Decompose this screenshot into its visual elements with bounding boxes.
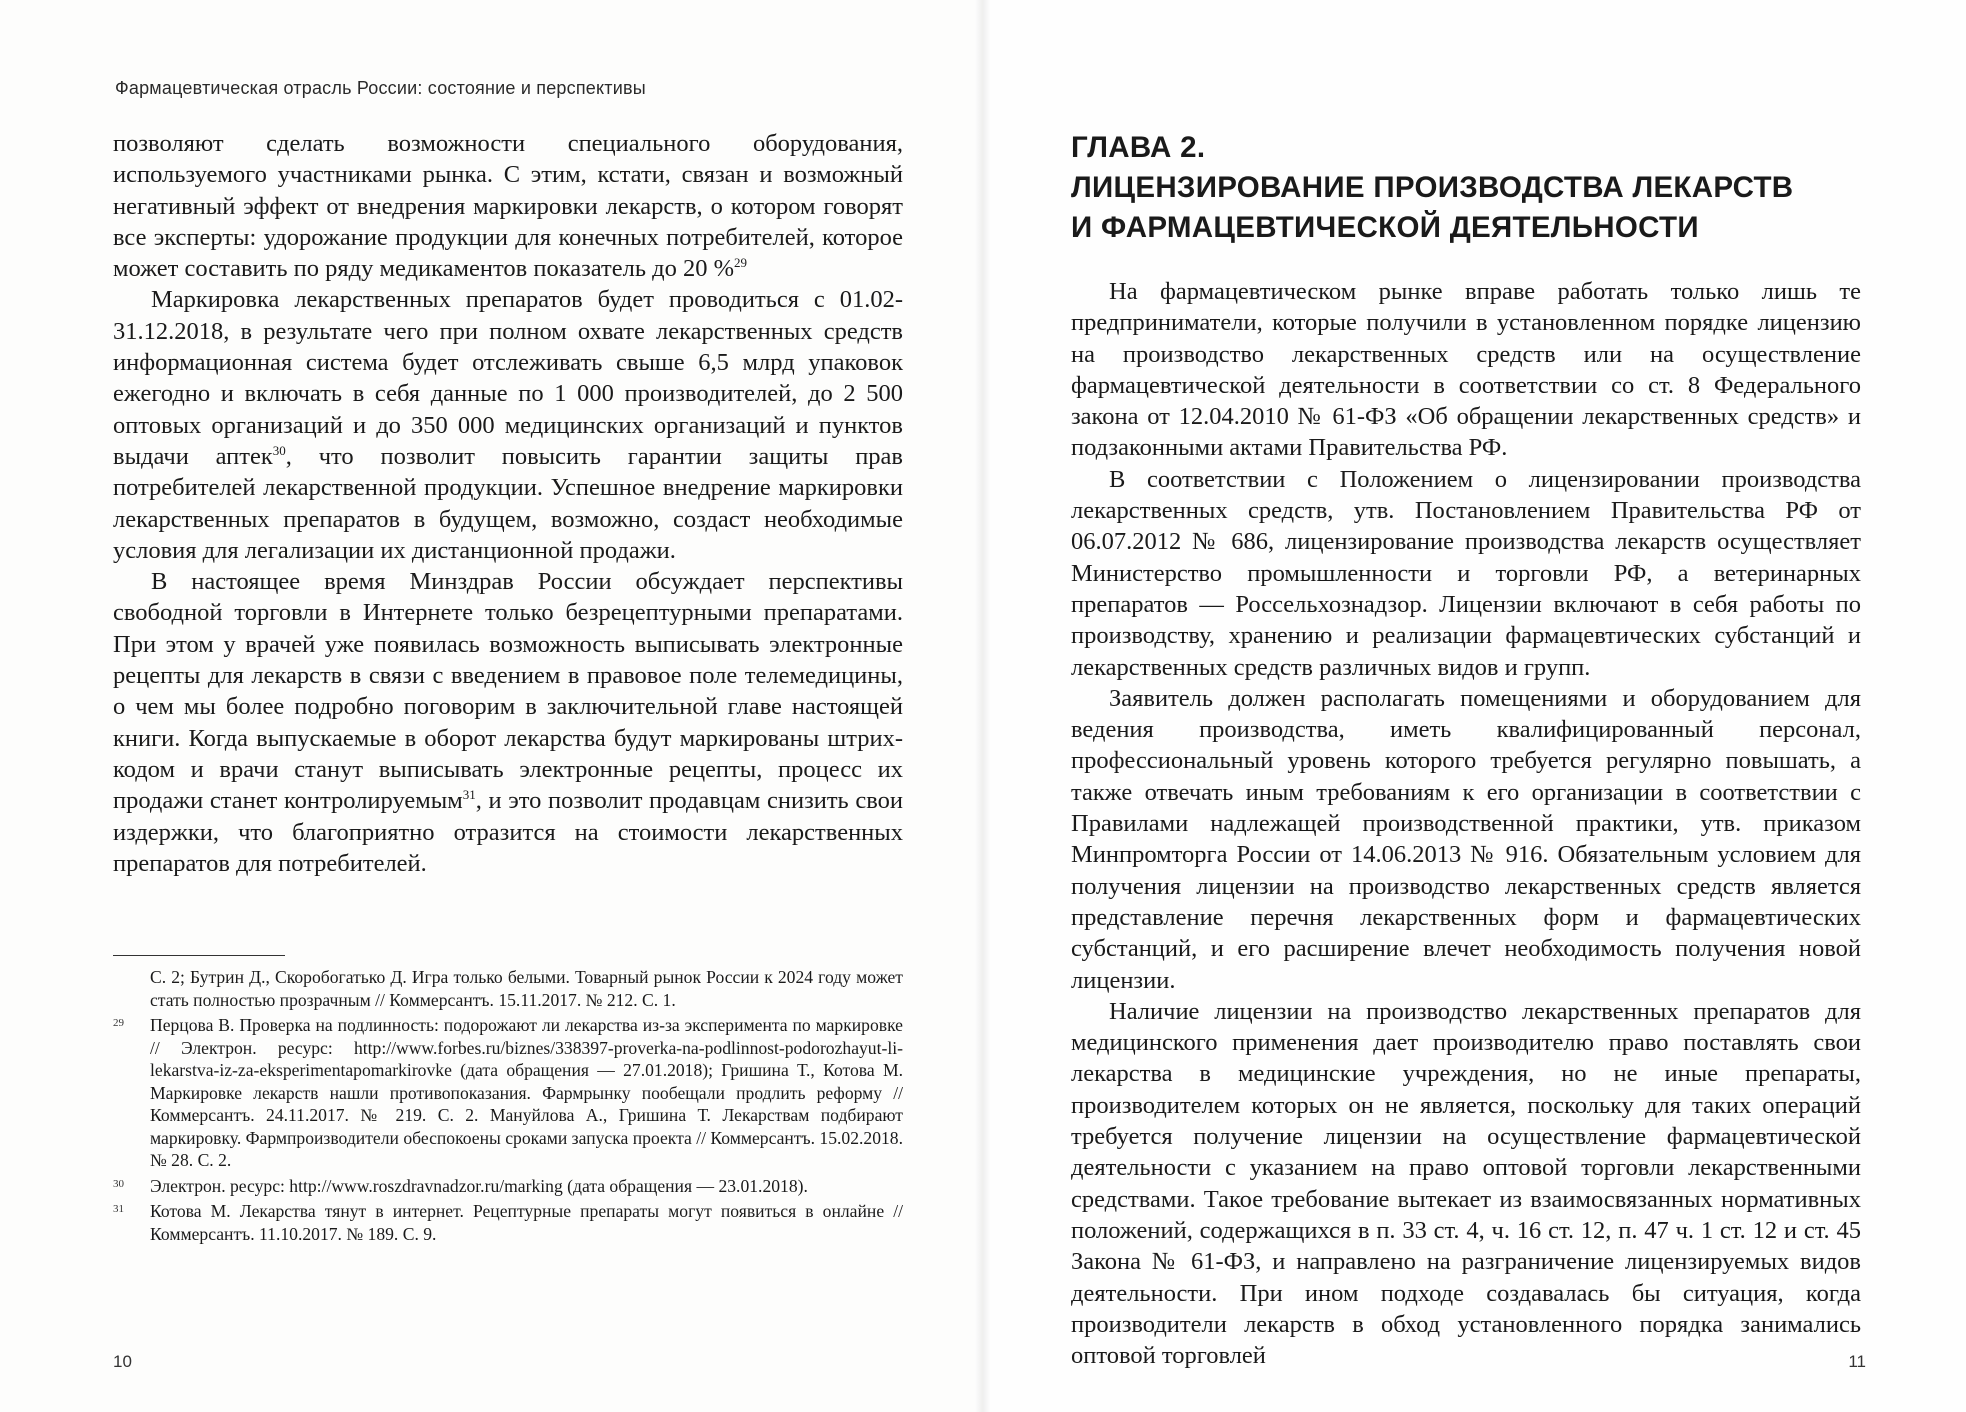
footnote-ref: 30 xyxy=(272,442,286,458)
paragraph: Заявитель должен располагать помещениями и оборудованием для ведения производства, иметь квалифицированный персонал, профессиональный уровень которого требуется регулярно повышать, а также отвечать иным требованиям к его организации в соответствии с Правилами надлежащей производственной практики, утв. приказом Минпромторга России от 14.06.2013 № 916. Обязательным условием для получения лицензии на производство лекарственных средств является представление перечня лекарственных форм и фармацевтических субстанций, и его расширение влечет необходимость получения новой лицензии. xyxy=(1071,684,1861,994)
chapter-heading-line: И ФАРМАЦЕВТИЧЕСКОЙ ДЕЯТЕЛЬНОСТИ xyxy=(1071,211,1699,244)
left-body-text xyxy=(113,128,903,879)
right-body-text xyxy=(1071,276,1861,1371)
paragraph: Наличие лицензии на производство лекарственных препаратов для медицинского применения дает производителю право поставлять свои лекарства в медицинские учреждения, но не иные препараты, производителем которых он не является, поскольку для таких операций требуется получение лицензии на осуществление фармацевтической деятельности с указанием на право оптовой торговли лекарственными средствами. Такое требование вытекает из взаимосвязанных нормативных положений, содержащихся в п. 33 ст. 4, ч. 16 ст. 12, п. 47 ч. 1 ст. 12 и ст. 45 Закона № 61-ФЗ, и направлено на разграничение лицензируемых видов деятельности. При ином подходе создавалась бы ситуация, когда производители лекарств в обход установленного порядка занимались оптовой торговлей xyxy=(1071,997,1861,1370)
footnote-ref: 31 xyxy=(462,787,476,803)
footnote: С. 2; Бутрин Д., Скоробогатько Д. Игра только белыми. Товарный рынок России к 2024 году может стать полностью прозрачным // Коммерсантъ. 15.11.2017. № 212. С. 1. xyxy=(150,967,903,1010)
footnote-ref: 29 xyxy=(734,255,747,271)
footnotes xyxy=(113,966,903,1248)
book-gutter xyxy=(975,0,991,1412)
footnote-number: 30 xyxy=(113,1177,124,1190)
footnote-divider xyxy=(113,955,285,956)
right-page xyxy=(983,0,1966,1412)
footnote: 29 Перцова В. Проверка на подлинность: подорожают ли лекарства из-за эксперимента по маркировке // Электрон. ресурс: http://www.forbes.ru/biznes/338397-proverka-na-podlinnost-podorozhayut-li-lekarstva-iz-za-eksperimentapomarkirovke (дата обращения — 27.01.2018); Гришина Т., Котова М. Маркировке лекарств нашли противопоказания. Фармрынку пообещали продлить реформу // Коммерсантъ. 24.11.2017. № 219. С. 2. Мануйлова А., Гришина Т. Лекарствам подбирают маркировку. Фармпроизводители обеспокоены сроками запуска проекта // Коммерсантъ. 15.02.2018. № 28. С. 2. xyxy=(113,1014,903,1172)
running-head: Фармацевтическая отрасль России: состояние и перспективы xyxy=(115,78,646,98)
footnote-number: 29 xyxy=(113,1017,124,1029)
chapter-heading xyxy=(1071,128,1871,248)
page-number: 10 xyxy=(113,1352,132,1371)
paragraph: позволяют сделать возможности специального оборудования, используемого участниками рынка. С этим, кстати, связан и возможный негативный эффект от внедрения маркировки лекарств, о котором говорят все эксперты: удорожание продукции для конечных потребителей, которое может составить по ряду медикаментов показатель до 20 %$^{29}$ xyxy=(113,130,903,283)
paragraph: В настоящее время Минздрав России обсуждает перспективы свободной торговли в Интернете только безрецептурными препаратами. При этом у врачей уже появилась возможность выписывать электронные рецепты для лекарств в связи с введением в правовое поле телемедицины, о чем мы более подробно поговорим в заключительной главе настоящей книги. Когда выпускаемые в оборот лекарства будут маркированы штрих-кодом и врачи станут выписывать электронные рецепты, процесс их продажи станет контролируемым$^{31}$, и это позволит продавцам снизить свои издержки, что благоприятно отразится на стоимости лекарственных препаратов для потребителей. xyxy=(113,568,903,877)
chapter-heading-line: ГЛАВА 2. xyxy=(1071,131,1206,164)
footnote: 30 Электрон. ресурс: http://www.roszdravnadzor.ru/marking (дата обращения — 23.01.2018). xyxy=(113,1175,903,1198)
paragraph: В соответствии с Положением о лицензировании производства лекарственных средств, утв. Постановлением Правительства РФ от 06.07.2012 № 686, лицензирование производства лекарств осуществляет Министерство промышленности и торговли РФ, а ветеринарных препаратов — Россельхознадзор. Лицензии включают в себя работы по производству, хранению и реализации фармацевтических субстанций и лекарственных средств различных видов и групп. xyxy=(1071,465,1861,681)
paragraph: Маркировка лекарственных препаратов будет проводиться с 01.02-31.12.2018, в результате чего при полном охвате лекарственных средств информационная система будет отслеживать свыше 6,5 млрд упаковок ежегодно и включать в себя данные по 1 000 производителей, до 2 500 оптовых организаций и до 350 000 медицинских организаций и пунктов выдачи аптек$^{30}$, что позволит повысить гарантии защиты прав потребителей лекарственной продукции. Успешное внедрение маркировки лекарственных препаратов в будущем, возможно, создаст необходимые условия для легализации их дистанционной продажи. xyxy=(113,286,903,564)
paragraph: На фармацевтическом рынке вправе работать только лишь те предприниматели, которые получили в установленном порядке лицензию на производство лекарственных средств или на осуществление фармацевтической деятельности в соответствии со ст. 8 Федерального закона от 12.04.2010 № 61-ФЗ «Об обращении лекарственных средств» и подзаконными актами Правительства РФ. xyxy=(1071,278,1861,462)
footnote: 31 Котова М. Лекарства тянут в интернет. Рецептурные препараты могут появиться в онлайне // Коммерсантъ. 11.10.2017. № 189. С. 9. xyxy=(113,1200,903,1245)
footnote-number: 31 xyxy=(113,1203,124,1215)
chapter-heading-line: ЛИЦЕНЗИРОВАНИЕ ПРОИЗВОДСТВА ЛЕКАРСТВ xyxy=(1071,171,1794,204)
page-number: 11 xyxy=(1848,1352,1866,1371)
